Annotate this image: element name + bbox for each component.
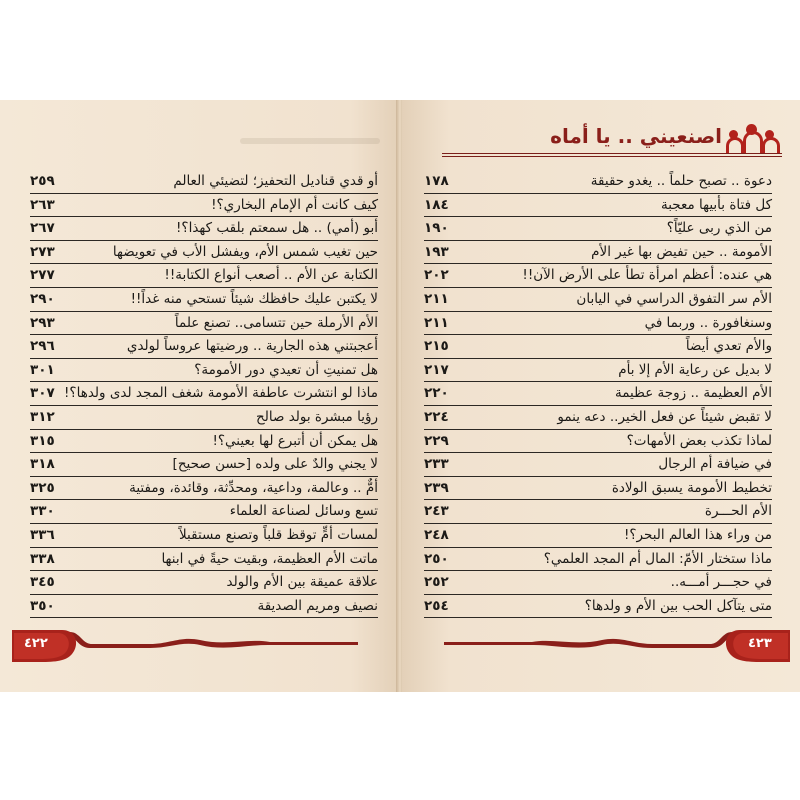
- toc-entry-page: ٢٩٠: [30, 290, 55, 307]
- toc-entry-title: أبو (أمي) .. هل سمعتم بلقب كهذا؟!: [176, 220, 378, 237]
- toc-entry-title: دعوة .. تصبح حلماً .. يغدو حقيقة: [590, 173, 772, 189]
- toc-entry-page: ٢٠٢: [424, 267, 449, 284]
- toc-entry-page: ٣٤٥: [30, 574, 55, 591]
- toc-entry-title: لماذا تكذب بعض الأمهات؟: [626, 432, 772, 449]
- right-page-number: ٤٢٣: [748, 636, 772, 651]
- toc-entry: [424, 217, 772, 241]
- toc-entry-title: أو قدي قناديل التحفيز؛ لتضيئي العالم: [173, 173, 378, 189]
- toc-entry-page: ٢١٧: [424, 361, 449, 378]
- right-toc-list: [424, 170, 772, 618]
- toc-entry-page: ٢١١: [424, 314, 449, 331]
- toc-entry: [30, 548, 378, 572]
- left-toc-list: [30, 170, 378, 618]
- toc-entry: [30, 406, 378, 430]
- toc-entry-title: من الذي ربى عليّاً؟: [666, 220, 772, 237]
- toc-entry: [424, 548, 772, 572]
- toc-entry-page: ٣٠١: [30, 361, 55, 378]
- toc-entry: [30, 264, 378, 288]
- toc-entry-title: هي عنده: أعظم امرأة تطأ على الأرض الآن!!: [522, 267, 772, 284]
- toc-entry-page: ٢٥٩: [30, 173, 55, 189]
- toc-entry-title: متى يتآكل الحب بين الأم و ولدها؟: [584, 597, 772, 614]
- toc-entry: [30, 595, 378, 619]
- toc-entry-page: ٢٥٢: [424, 574, 449, 591]
- toc-entry: [30, 335, 378, 359]
- toc-entry: [30, 170, 378, 194]
- book-title: اصنعيني .. يا أماه: [550, 124, 722, 148]
- toc-entry: [424, 524, 772, 548]
- toc-entry: [30, 241, 378, 265]
- toc-entry-title: علاقة عميقة بين الأم والولد: [226, 574, 378, 591]
- toc-entry: [424, 500, 772, 524]
- toc-entry-title: كيف كانت أم الإمام البخاري؟!: [211, 196, 378, 213]
- toc-entry-title: الأم العظيمة .. زوجة عظيمة: [615, 385, 772, 402]
- toc-entry: [30, 359, 378, 383]
- toc-entry: [424, 264, 772, 288]
- toc-entry-page: ٣١٥: [30, 432, 55, 449]
- toc-entry-page: ٢٧٣: [30, 243, 55, 260]
- toc-entry: [424, 170, 772, 194]
- toc-entry-page: ٣١٨: [30, 456, 55, 473]
- toc-entry-page: ٢٦٣: [30, 196, 55, 213]
- toc-entry: [30, 524, 378, 548]
- toc-entry-page: ٢١١: [424, 290, 449, 307]
- toc-entry-title: كل فتاة بأبيها معجبة: [660, 196, 772, 213]
- right-page: [402, 100, 800, 692]
- toc-entry-title: ماتت الأم العظيمة، وبقيت حيةً في ابنها: [161, 550, 378, 567]
- toc-entry-page: ٣٢٥: [30, 479, 55, 496]
- toc-entry-page: ١٧٨: [424, 173, 449, 189]
- toc-entry: [424, 430, 772, 454]
- book-spread: [0, 100, 800, 692]
- toc-entry: [424, 359, 772, 383]
- bleed-through-header: [240, 124, 380, 148]
- toc-entry: [424, 288, 772, 312]
- toc-entry-page: ٢١٥: [424, 338, 449, 355]
- toc-entry-title: والأم تعدي أيضاً: [685, 338, 772, 355]
- toc-entry: [30, 382, 378, 406]
- toc-entry-title: لا يكتبن عليك حافظك شيئاً تستحي منه غداً!!: [130, 290, 378, 307]
- toc-entry-title: في ضيافة أم الرجال: [658, 456, 772, 473]
- toc-entry: [424, 194, 772, 218]
- toc-entry: [424, 571, 772, 595]
- toc-entry-title: هل تمنيتِ أن تعيدي دور الأمومة؟: [194, 361, 378, 378]
- toc-entry-title: تخطيط الأمومة يسبق الولادة: [611, 479, 772, 496]
- toc-entry-title: تسع وسائل لصناعة العلماء: [229, 503, 378, 520]
- toc-entry: [30, 194, 378, 218]
- toc-entry-title: لا بديل عن رعاية الأم إلا بأم: [618, 361, 772, 378]
- toc-entry-title: أمٌّ .. وعالمة، وداعية، ومحدِّثة، وقائدة، ومفتية: [129, 479, 378, 496]
- toc-entry-page: ٣٣٠: [30, 503, 55, 520]
- toc-entry: [30, 571, 378, 595]
- toc-entry-page: ٢٥٤: [424, 597, 449, 614]
- toc-entry-page: ٢٣٩: [424, 479, 449, 496]
- toc-entry: [424, 241, 772, 265]
- toc-entry: [424, 477, 772, 501]
- toc-entry-title: الكتابة عن الأم .. أصعب أنواع الكتابة!!: [164, 267, 378, 284]
- toc-entry-title: الأم الحـــرة: [704, 503, 772, 520]
- toc-entry-title: لا تقبض شيئاً عن فعل الخير.. دعه ينمو: [557, 408, 772, 425]
- toc-entry-page: ٢٤٣: [424, 503, 449, 520]
- toc-entry-title: الأم سر التفوق الدراسي في اليابان: [576, 290, 772, 307]
- toc-entry-page: ١٩٠: [424, 220, 449, 237]
- left-page-number: ٤٢٢: [24, 636, 48, 651]
- toc-entry: [30, 288, 378, 312]
- toc-entry: [424, 406, 772, 430]
- toc-entry-page: ٣٥٠: [30, 597, 55, 614]
- toc-entry-page: ٢٥٠: [424, 550, 449, 567]
- toc-entry: [424, 382, 772, 406]
- toc-entry-rule: [30, 617, 378, 618]
- toc-entry-title: حين تغيب شمس الأم، ويفشل الأب في تعويضها: [112, 243, 378, 260]
- toc-entry: [30, 430, 378, 454]
- toc-entry-page: ٢٢٤: [424, 408, 449, 425]
- toc-entry-title: وسنغافورة .. وربما في: [644, 314, 772, 331]
- toc-entry: [424, 453, 772, 477]
- toc-entry-title: في حجـــر أمـــه..: [670, 574, 772, 591]
- toc-entry-title: لا يجني والدٌ على ولده [حسن صحيح]: [172, 456, 378, 473]
- toc-entry-title: ماذا لو انتشرت عاطفة الأمومة شغف المجد لدى ولدها؟!: [64, 385, 378, 402]
- toc-entry-page: ٣٠٧: [30, 385, 55, 402]
- toc-entry-title: الأم الأرملة حين تتسامى.. تصنع علماً: [174, 314, 378, 331]
- toc-entry-title: نصيف ومريم الصديقة: [257, 597, 378, 614]
- toc-entry-page: ٢٤٨: [424, 526, 449, 543]
- toc-entry-page: ٣٣٨: [30, 550, 55, 567]
- family-logo-icon: [724, 124, 778, 154]
- toc-entry-page: ٢٩٣: [30, 314, 55, 331]
- left-page: [0, 100, 398, 692]
- toc-entry-title: رؤيا مبشرة بولد صالح: [256, 408, 378, 425]
- toc-entry-page: ٢٣٣: [424, 456, 449, 473]
- toc-entry-rule: [424, 617, 772, 618]
- toc-entry: [30, 453, 378, 477]
- toc-entry-page: ٢٢٠: [424, 385, 449, 402]
- toc-entry: [30, 500, 378, 524]
- page-header: [442, 122, 782, 156]
- toc-entry: [30, 217, 378, 241]
- toc-entry-title: لمسات أمٍّ توقظ قلباً وتصنع مستقبلاً: [178, 526, 378, 543]
- toc-entry-page: ٣٣٦: [30, 526, 55, 543]
- toc-entry-page: ٢٩٦: [30, 338, 55, 355]
- toc-entry-page: ٣١٢: [30, 408, 55, 425]
- toc-entry-title: من وراء هذا العالم البحر؟!: [623, 526, 772, 543]
- left-footer-ornament: [10, 624, 360, 664]
- toc-entry: [424, 595, 772, 619]
- toc-entry: [424, 312, 772, 336]
- toc-entry: [30, 477, 378, 501]
- toc-entry-title: الأمومة .. حين تفيض بها غير الأم: [591, 243, 772, 260]
- toc-entry: [424, 335, 772, 359]
- toc-entry-title: أعجبتني هذه الجارية .. ورضيتها عروساً لولدي: [126, 338, 378, 355]
- toc-entry-page: ١٨٤: [424, 196, 449, 213]
- toc-entry-page: ٢٦٧: [30, 220, 55, 237]
- toc-entry-page: ٢٢٩: [424, 432, 449, 449]
- right-footer-ornament: [442, 624, 792, 664]
- toc-entry-title: هل يمكن أن أتبرع لها بعيني؟!: [212, 432, 378, 449]
- toc-entry: [30, 312, 378, 336]
- toc-entry-page: ٢٧٧: [30, 267, 55, 284]
- toc-entry-page: ١٩٣: [424, 243, 449, 260]
- toc-entry-title: ماذا ستختار الأمّ: المال أم المجد العلمي؟: [543, 550, 772, 567]
